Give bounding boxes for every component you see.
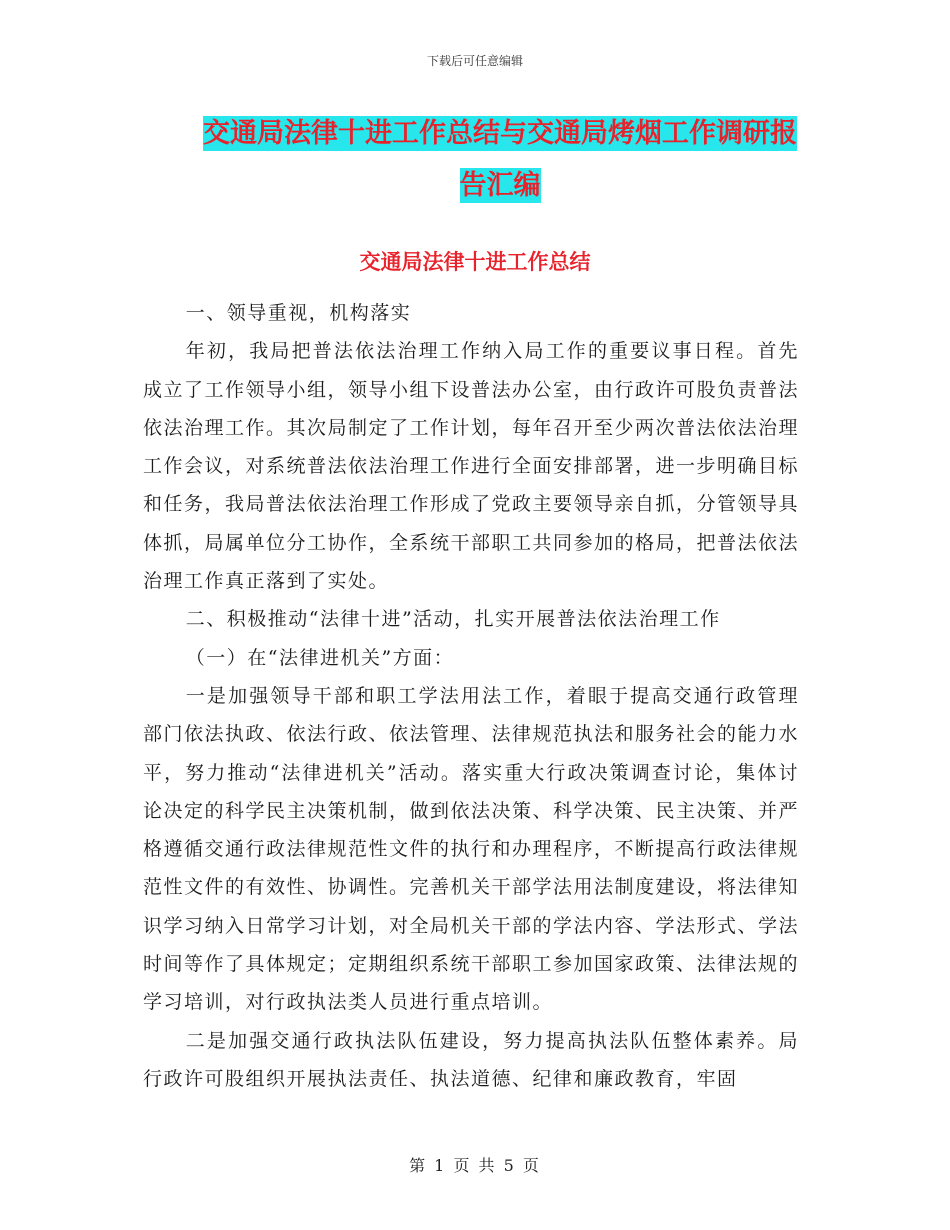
page-number-footer: 第 1 页 共 5 页 [409, 1156, 541, 1175]
paragraph: 二是加强交通行政执法队伍建设，努力提高执法队伍整体素养。局行政许可股组织开展执法责任、执法道德、纪律和廉政教育，牢固 [143, 1029, 799, 1090]
paragraph: 一、领导重视，机构落实 [185, 302, 412, 324]
paragraph: 年初，我局把普法依法治理工作纳入局工作的重要议事日程。首先成立了工作领导小组，领导小组下设普法办公室，由行政许可股负责普法依法治理工作。其次局制定了工作计划，每年召开至少两次普法依法治理工作会议，对系统普法依法治理工作进行全面安排部署，进一步明确目标和任务，我局普法依法治理工作形成了党政主要领导亲自抓，分管领导具体抓，局属单位分工协作，全系统干部职工共同参加的格局，把普法依法治理工作真正落到了实处。 [143, 340, 800, 593]
document-title-text: 交通局法律十进工作总结与交通局烤烟工作调研报告汇编 [203, 118, 797, 201]
paragraph: 二、积极推动“法律十进”活动，扎实开展普法依法治理工作 [185, 608, 721, 631]
paragraph: （一）在“法律进机关”方面： [185, 646, 455, 669]
section-title: 交通局法律十进工作总结 [359, 250, 591, 274]
body-text [143, 294, 799, 1098]
document-title [190, 108, 810, 212]
header-note: 下载后可任意编辑 [426, 54, 523, 68]
paragraph: 一是加强领导干部和职工学法用法工作，着眼于提高交通行政管理部门依法执政、依法行政、依法管理、法律规范执法和服务社会的能力水平，努力推动“法律进机关”活动。落实重大行政决策调查讨论，集体讨论决定的科学民主决策机制，做到依法决策、科学决策、民主决策、并严格遵循交通行政法律规范性文件的执行和办理程序，不断提高行政法律规范性文件的有效性、协调性。完善机关干部学法用法制度建设，将法律知识学习纳入日常学习计划，对全局机关干部的学法内容、学法形式、学法时间等作了具体规定；定期组织系统干部职工参加国家政策、法律法规的学习培训，对行政执法类人员进行重点培训。 [143, 684, 800, 1014]
